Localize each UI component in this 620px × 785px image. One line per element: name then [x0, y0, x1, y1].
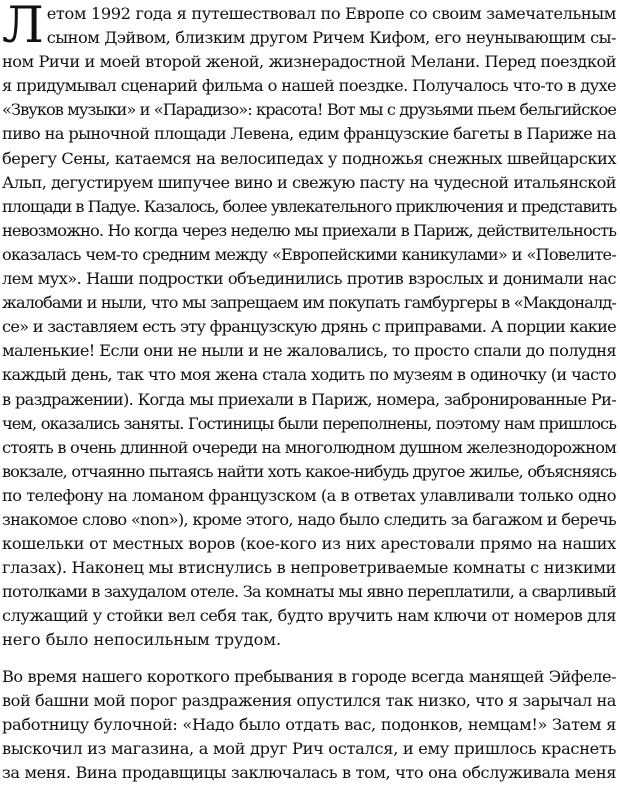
- paragraph-1: [2, 2, 616, 653]
- text-line: стоять в очень длинной очереди на многолюдном душном железнодорожном: [2, 437, 616, 457]
- text-line: служащий у стойки вел себя так, будто вручить нам ключи от номеров для: [2, 606, 616, 626]
- text-line: жалобами и ныли, что мы запрещаем им покупать гамбургеры в «Макдоналд-: [2, 293, 616, 313]
- text-line: чем, оказались заняты. Гостиницы были переполнены, поэтому нам пришлось: [2, 413, 616, 433]
- text-line: кошельки от местных воров (кое-кого из них арестовали прямо на наших: [2, 534, 616, 554]
- text-line: пиво на рыночной площади Левена, едим французские багеты в Париже на: [2, 124, 616, 144]
- drop-cap: Л: [2, 0, 44, 54]
- text-line: я придумывал сценарий фильма о нашей поездке. Получалось что-то в духе: [2, 76, 617, 96]
- text-line: Во время нашего короткого пребывания в городе всегда манящей Эйфеле-: [2, 666, 616, 686]
- text-line: вокзале, отчаянно пытаясь найти хоть какое-нибудь другое жилье, объясняясь: [2, 461, 616, 481]
- text-line: невозможно. Но когда через неделю мы приехали в Париж, действительность: [2, 220, 616, 240]
- text-line: вой башни мой порог раздражения опустился так низко, что я зарычал на: [2, 690, 616, 710]
- text-line: него было непосильным трудом.: [2, 630, 282, 650]
- text-line: потолками в захудалом отеле. За комнаты мы явно переплатили, а сварливый: [2, 582, 616, 602]
- text-line: сыном Дэйвом, близким другом Ричем Кифом, его неунывающим сы-: [46, 28, 616, 48]
- text-line: маленькие! Если они не ныли и не жаловались, то просто спали до полудня: [2, 341, 616, 361]
- text-line: ном Ричи и моей второй женой, жизнерадостной Мелани. Перед поездкой: [2, 52, 616, 72]
- text-line: берегу Сены, катаемся на велосипедах у подножья снежных швейцарских: [2, 148, 616, 168]
- text-line: «Звуков музыки» и «Парадизо»: красота! Вот мы с друзьями пьем бельгийское: [2, 100, 616, 120]
- text-line: оказалась чем-то средним между «Европейскими каникулами» и «Повелите-: [2, 244, 616, 264]
- text-line: лем мух». Наши подростки объединились против взрослых и донимали нас: [2, 269, 616, 289]
- text-line: работницу булочной: «Надо было отдать вас, подонков, немцам!» Затем я: [2, 714, 616, 734]
- text-line: в раздражении). Когда мы приехали в Париж, номера, забронированные Ри-: [2, 389, 616, 409]
- text-line: площади в Падуе. Казалось, более увлекательного приключения и представить: [2, 196, 617, 216]
- text-line: етом 1992 года я путешествовал по Европе со своим замечательным: [46, 4, 616, 23]
- text-line: Альп, дегустируем шипучее вино и свежую пасту на чудесной итальянской: [2, 172, 616, 192]
- text-line: выскочил из магазина, а мой друг Рич остался, и ему пришлось краснеть: [2, 738, 617, 758]
- text-line: за меня. Вина продавщицы заключалась в том, что она обслуживала меня: [2, 762, 616, 782]
- text-line: глазах). Наконец мы втиснулись в непроветриваемые комнаты с низкими: [2, 558, 616, 578]
- text-line: се» и заставляем есть эту французскую дрянь с приправами. А порции какие: [2, 317, 616, 337]
- text-line: знакомое слово «non»), кроме этого, надо было следить за багажом и беречь: [2, 509, 616, 529]
- text-line: каждый день, так что моя жена стала ходить по музеям в одиночку (и часто: [2, 365, 616, 385]
- text-line: по телефону на ломаном французском (а в ответах улавливали только одно: [2, 485, 616, 505]
- paragraph-2: [2, 665, 616, 785]
